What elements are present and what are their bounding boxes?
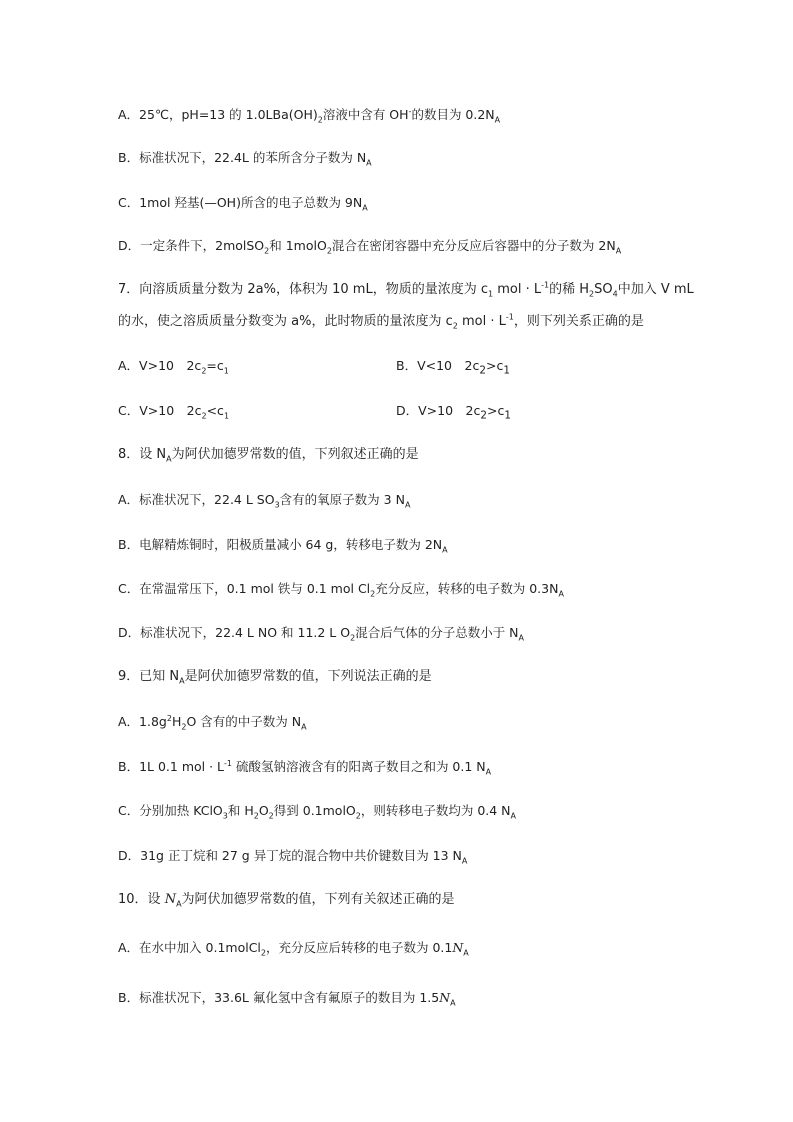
q9-option-d: D．31g 正丁烷和 27 g 异丁烷的混合物中共价键数目为 13 $N_A$ <box>118 848 468 866</box>
q9-stem: 9．已知 $N_A$是阿伏加德罗常数的值，下列说法正确的是 <box>118 669 432 686</box>
q6-option-b: B．标准状况下，22.4L 的苯所含分子数为 $N_A$ <box>118 150 372 168</box>
q10-option-b: B．标准状况下，33.6L 氟化氢中含有氟原子的数目为 $1.5N_A$ <box>118 990 456 1008</box>
q7-option-c: C．V>10 $2c_2<c_1$ <box>118 403 230 421</box>
q10-option-a: A．在水中加入 0.1molCl$_2$，充分反应后转移的电子数为 $0.1N_A$ <box>118 940 469 958</box>
q9-option-b: B．1L 0.1 mol · $L^{-1}$ 硫酸氢钠溶液含有的阳离子数目之和为 0.1 $N_A$ <box>118 758 492 777</box>
q10-stem: 10．设 $N_A$为阿伏加德罗常数的值，下列有关叙述正确的是 <box>118 892 455 909</box>
q8-stem: 8．设 $N_A$为阿伏加德罗常数的值，下列叙述正确的是 <box>118 447 419 464</box>
q9-option-a: A．$1.8g^2H_2O$ 含有的中子数为 $N_A$ <box>118 713 307 732</box>
q6-option-d: D．一定条件下，2molSO$_2$和 1molO$_2$混合在密闭容器中充分反应后容器中的分子数为 $2N_A$ <box>118 238 622 256</box>
q7-option-a: A．V>10 $2c_2=c_1$ <box>118 358 229 376</box>
q7-option-b: B．V<10 $2c_2>c_1$ <box>396 358 510 377</box>
q7-stem-line1: 7．向溶质质量分数为 2a%，体积为 10 mL，物质的量浓度为 $c_1$ mol · $L^{-1}$的稀 $H_2SO_4$中加入 V mL <box>118 280 694 299</box>
q6-option-a: A．25℃，pH=13 的 $1.0LBa(OH)_2$溶液中含有 OH-的数目为 $0.2N_A$ <box>118 106 501 125</box>
q7-stem-line2: 的水，使之溶质质量分数变为 a%，此时物质的量浓度为 $c_2$ mol · $L^{-1}$，则下列关系正确的是 <box>118 312 644 331</box>
q9-option-c: C．分别加热 KClO$_3$和 $H_2O_2$得到 0.1molO$_2$，则转移电子数均为 0.4 $N_A$ <box>118 803 517 821</box>
q8-option-d: D．标准状况下，22.4 L NO 和 11.2 L $O_2$混合后气体的分子总数小于 $N_A$ <box>118 625 524 643</box>
q6-option-c: C．1mol 羟基(—OH)所含的电子总数为 $9N_A$ <box>118 195 368 213</box>
q8-option-c: C．在常温常压下，0.1 mol 铁与 0.1 mol $Cl_2$充分反应，转移的电子数为 $0.3N_A$ <box>118 581 564 599</box>
q8-option-a: A．标准状况下，22.4 L $SO_3$含有的氧原子数为 3 $N_A$ <box>118 492 411 510</box>
q8-option-b: B．电解精炼铜时，阳极质量减小 64 g，转移电子数为 $2N_A$ <box>118 537 448 555</box>
q7-option-d: D．V>10 $2c_2>c_1$ <box>396 403 511 422</box>
